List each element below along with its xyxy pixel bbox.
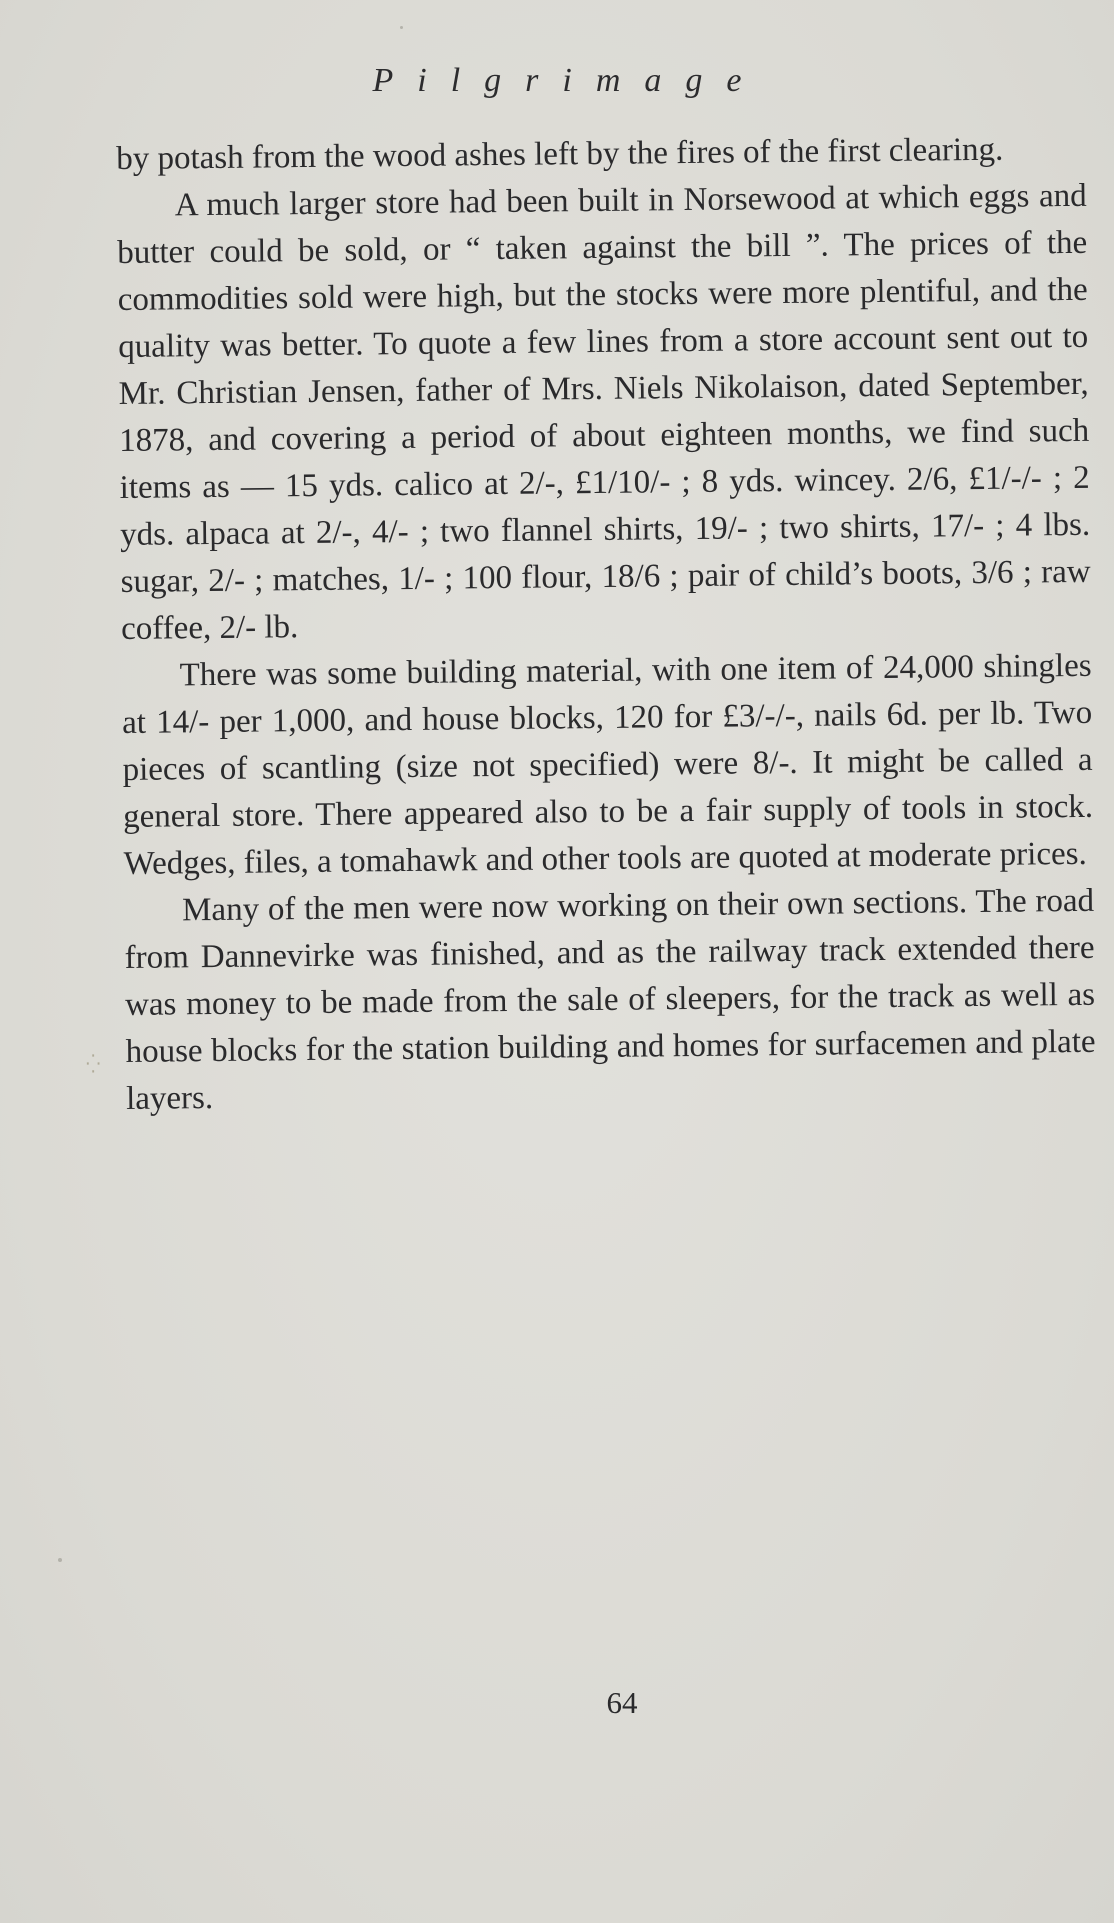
page-number [0, 1685, 1114, 1721]
paper-speck [58, 1558, 62, 1562]
paper-speck [400, 26, 403, 29]
running-head: Pilgrimage [372, 62, 766, 99]
page-number-text: 64 [606, 1685, 638, 1720]
paragraph-3: There was some building material, with one item of 24,000 shingles at 14/- per 1,000, and house blocks, 120 for £3/-/-, nails 6d. per lb. Two pieces of scantling (size not specified) were 8/-. It might be called a general store. There appeared also to be a fair supply of tools in stock. Wedges, files, a tomahawk and other tools are quoted at moderate prices. [121, 647, 1094, 882]
paragraph-4: Many of the men were now working on their own sections. The road from Dannevirke was finished, and as the railway track extended there was money to be made from the sale of sleepers, for the track as well as house blocks for the station building and homes for surfacemen and plate layers. [124, 882, 1096, 1117]
body-text [116, 126, 1096, 1123]
margin-smudge-mark: ⁛ [86, 1054, 101, 1074]
paragraph-2: A much larger store had been built in Norsewood at which eggs and butter could be sold, or “ taken against the bill ”. The prices of the commodities sold were high, but the stocks were more plentiful, and the quality was better. To quote a few lines from a store account sent out to Mr. Christian Jensen, father of Mrs. Niels Nikolaison, dated September, 1878, and covering a period of about eighteen months, we find such items as — 15 yds. calico at 2/-, £1/10/- ; 8 yds. wincey. 2/6, £1/-/- ; 2 yds. alpaca at 2/-, 4/- ; two flannel shirts, 19/- ; two shirts, 17/- ; 4 lbs. sugar, 2/- ; matches, 1/- ; 100 flour, 18/6 ; pair of child’s boots, 3/6 ; raw coffee, 2/- lb. [117, 177, 1091, 647]
paragraph-1: by potash from the wood ashes left by the fires of the first clearing. [116, 131, 1004, 177]
